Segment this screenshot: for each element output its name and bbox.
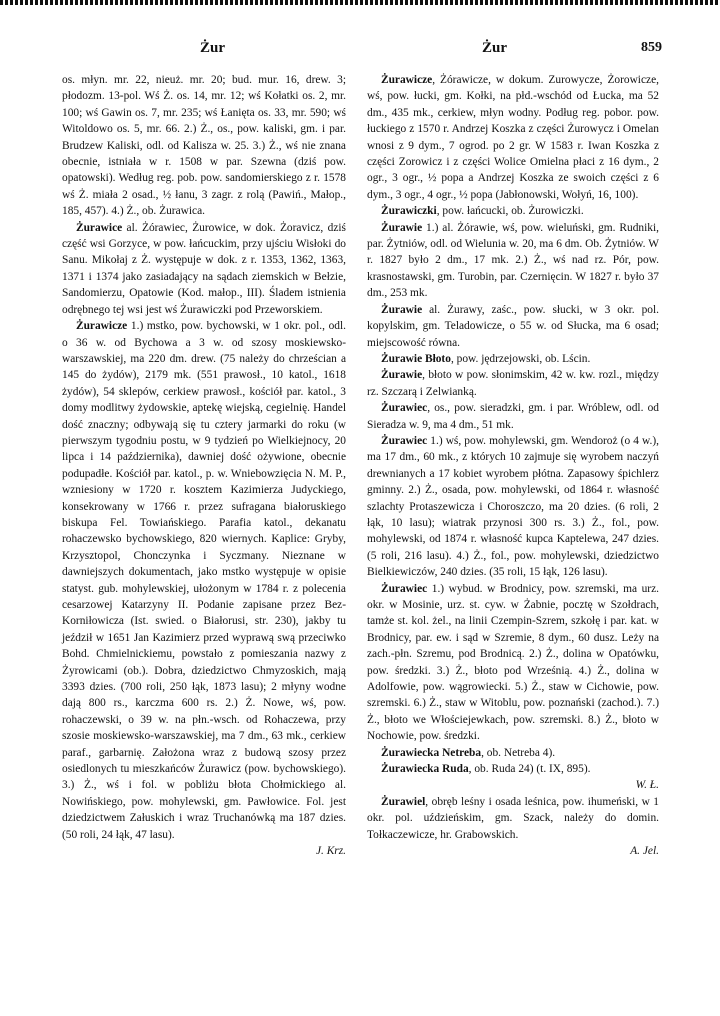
entry-zurawie-bloto: Żurawie Błoto, pow. jędrzejowski, ob. Lścin. [381, 352, 591, 365]
running-headword-left: Żur [200, 40, 226, 56]
entry-headword: Żurawie [381, 221, 423, 234]
author-signature-left: J. Krz. [315, 845, 346, 858]
entry-zurawie-slucki: Żurawie al. Żurawy, zaśc., pow. słucki, w 3 okr. pol. kopylskim, gm. Teladowicze, o 55 w. od Słucka, ma 6 osad; miejscowość równa. [367, 303, 659, 349]
author-signature-right-2: A. Jel. [630, 845, 659, 858]
entry-headword: Żurawiec [381, 402, 428, 415]
entry-headword: Żurawiecka Ruda [381, 763, 469, 776]
page-number: 859 [641, 40, 662, 55]
entry-headword: Żurawicze [76, 320, 128, 333]
author-signature-right-1: W. Ł. [635, 779, 659, 792]
entry-headword: Żurawie Błoto [381, 352, 451, 365]
entry-zurawicze-bychowski: Żurawicze 1.) mstko, pow. bychowski, w 1 okr. pol., odl. o 36 w. od Bychowa a 3 w. od szosy moskiewsko-warszawskiej, ma 220 dm. drew. (75 należy do chrześcian a 145 do żydów), 2179 mk. (551 prawosł., 10 katol., 1618 żydów), 54 sklepów, cerkiew prawosł., kościół par. katol., 3 domy modlitwy żydowskie, aptekę wiejską, cegielnię. Handel dość znaczny; odbywają się tu cztery jarmarki do roku (w pierwszym tygodniu postu, w 9 tydzień po Wielkiejnocy, 20 lipca i 14 października), dawniej dość ożywione, obecnie podupadłe. Kościół par. katol., p. w. Wniebowzięcia N. M. P., wzniesiony w 1720 r. kosztem Kazimierza Judyckiego, konsekrowany w 1766 r. przez sufragana białoruskiego biskupa Fel. Towiańskiego. Parafia katol., dekanatu rohaczewsko bychowskiego, 820 wiernych. Kaplice: Gryby, Krzysztopol, Chonczynka i Syczmany. Nieznane w dawniejszych dokumentach, jako mstko występuje w opisie statyst. gub. mohylewskiej, ułożonym w 1784 r. z polecenia cesarzowej Katarzyny II. Podanie zapisane przez Bez-Korniłowicza (Ist. swied. o Białorusi, str. 230), jakby tu jeździł w 1651 Jan Kazimierz przed wyprawą swą przeciwko Bohd. Chmielnickiemu, powstało z pomieszania nazwy z Żyrowicami (ob.). Dobra, dziedzictwo Chmyzoskich, mają 3393 dzies. (700 roli, 250 łąk, 1873 lasu); 2 młyny wodne dają 800 rs., karczma 600 rs. 2.) Ż. Nowe, wś, pow. rohaczewski, o 39 w. na płn.-wsch. od Rohaczewa, przy szosie moskiewsko-warszawskiej, ma 7 dm., 63 mk., cerkiew paraf., garbarnię. Założona wraz z budową szosy przez osiedlonych tu mieszkańców Żurawicz (pow. bychowskiego). 3.) Ż., wś i fol. w pobliżu błota Chołmickiego al. Nowińskiego, pow. mohylewski, gm. Pawłowice. Fol. jest dziedzictwem Załuskich i wraz Truchanówką ma 187 dzies. (50 roli, 24 łąk, 47 lasu). [62, 320, 346, 841]
entry-headword: Żurawie [381, 303, 423, 316]
entry-continuation: os. młyn. mr. 22, nieuż. mr. 20; bud. mur. 16, drew. 3; płodozm. 13-pol. Wś Ż. os. 14, mr. 12; wś Kołatki os. 2, mr. 100; wś Gawin os. 7, mr. 235; wś Łanięta os. 33, mr. 590; wś Witoldowo os. 5, mr. 66. 2.) Ż., os., pow. kaliski, gm. i par. Brudzew Kaliski, odl. od Kalisza w. 25. 3.) Ż., wś nie znana obecnie, istniała w r. 1508 w par. Szewna (dziś pow. opatowski). Według reg. pob. pow. sandomierskiego z r. 1578 wś Ż. miała 2 osad., ½ łanu, 3 zagr. z rolą (Pawiń., Małop., 185, 457). 4.) Ż., ob. Żurawica. [62, 74, 346, 218]
entry-headword: Żurawiel [381, 795, 426, 808]
entry-headword: Żurawiczki [381, 205, 437, 218]
right-column [367, 72, 659, 860]
entry-headword: Żurawiecka Netreba [381, 746, 482, 759]
entry-zurawice: Żurawice al. Żórawiec, Żurowice, w dok. Żoravicz, dziś część wsi Gorzyce, w pow. łańcuckim, przy ujściu Wisłoki do Sanu. Mikołaj z Ż. występuje w dok. z r. 1353, 1362, 1363, 1371 i 1374 jako zasiadający na sądach ziemskich w Bełzie, Sandomierzu, Opatowie (Kod. małop., III). Śladem istnienia odrębnego tej wsi jest wś Żurawiczki pod Przeworskiem. [62, 221, 346, 316]
top-edge-border [0, 0, 720, 5]
entry-headword: Żurawiec [381, 582, 428, 595]
entry-headword: Żurawicze [381, 74, 433, 86]
entry-zurawiec-szremski: Żurawiec 1.) wybud. w Brodnicy, pow. szremski, ma urz. okr. w Mosinie, urz. st. cyw. w Żabnie, pocztę w Szołdrach, tamże st. kol. żel., na linii Czempin-Szrem, szkołę i par. kat. w Brodnicy, par. ew. i sąd w Szremie, 8 dym., 60 dusz. Leży na zach.-płn. Szremu, pod Brodnicą. 2.) Ż., dolina w Opatówku, pow. średzki. 3.) Ż., błoto pod Wrześnią. 4.) Ż., dolina w Adolfowie, pow. wągrowiecki. 5.) Ż., staw w Cichowie, pow. szremski. 6.) Ż., staw w Witoblu, pow. poznański (zachod.). 7.) Ż., błoto we Włościejewkach, pow. szremski. 8.) Ż., błoto w Nochowie, pow. średzki. [367, 582, 659, 743]
entry-zurawiecka-netreba: Żurawiecka Netreba, ob. Netreba 4). [381, 746, 556, 759]
entry-headword: Żurawiec [381, 434, 428, 447]
entry-zurawiczki: Żurawiczki, pow. łańcucki, ob. Żurowiczki. [381, 205, 584, 218]
entry-zurawiecka-ruda: Żurawiecka Ruda, ob. Ruda 24) (t. IX, 895). [381, 763, 591, 776]
entry-headword: Żurawice [76, 221, 123, 234]
running-headword-right: Żur [482, 40, 508, 56]
entry-zurawiec-sieradzki: Żurawiec, os., pow. sieradzki, gm. i par. Wróblew, odl. od Sieradza w. 9, ma 4 dm., 51 mk. [367, 402, 659, 431]
entry-zurawiel: Żurawiel, obręb leśny i osada leśnica, pow. ihumeński, w 1 okr. pol. uździeńskim, gm. Szack, należy do domin. Tołkaczewicze, hr. Grabowskich. [367, 795, 659, 841]
entry-zurawicze-lucki: Żurawicze, Żórawicze, w dokum. Zurowycze, Żorowicze, wś, pow. łucki, gm. Kołki, na płd.-wschód od Łucka, ma 52 dm., 435 mk., cerkiew, młyn wodny. Podług reg. pobor. pow. łuckiego z 1570 r. Andrzej Koszka z części Żurowycz i Omelan wnosi z 9 dym., 7 ogrod. po 2 gr. W 1583 r. Iwan Koszka z części Zorowicz i z części Wolice Omielna płaci z 16 dym., 2 ogr., 3 ogr., ½ popa a Andrzej Koszka ze swoich części z 6 dym., 3 ogr., 4 ogr., ½ popa (Jabłonowski, Wołyń, 16, 100). [367, 74, 659, 201]
page-header [62, 40, 662, 60]
entry-zurawiec-mohylewski: Żurawiec 1.) wś, pow. mohylewski, gm. Wendoroż (o 4 w.), ma 17 dm., 60 mk., z których 10 zajmuje się wyrobem naczyń drewnianych a 17 kobiet wyrobem płótna. Zapasowy śpichlerz gminny. 2.) Ż., osada, pow. mohylewski, od 1864 r. własność szlachty Protaszewicza i Choroszczo, ma 20 dzies. (6 roli, 2 łąk, 10 lasu); wiatrak przynosi 300 rs. 3.) Ż., fol., pow. mohylewski, od 1874 r. własność kupca Kaptelewa, 247 dzies. (5 roli, 216 lasu). 4.) Ż., fol., pow. mohylewski, dziedzictwo Bielkiewiczów, 240 dzies. (35 roli, 15 łąk, 126 lasu). [367, 434, 659, 579]
entry-headword: Żurawie [381, 369, 423, 382]
left-column [62, 72, 346, 860]
entry-zurawie-wielunski: Żurawie 1.) al. Żórawie, wś, pow. wieluński, gm. Rudniki, par. Żytniów, odl. od Wielunia w. 20, ma 6 dm. Ob. Żytniów. W r. 1827 było 2 dm., 17 mk. 2.) Ż., wś nad rz. Pór, pow. krasnostawski, gm. Turobin, par. Czernięcin. W 1827 r. było 37 dm., 253 mk. [367, 221, 659, 300]
entry-zurawie-slonimski: Żurawie, błoto w pow. słonimskim, 42 w. kw. rozl., między rz. Szczarą i Zelwianką. [367, 369, 659, 398]
